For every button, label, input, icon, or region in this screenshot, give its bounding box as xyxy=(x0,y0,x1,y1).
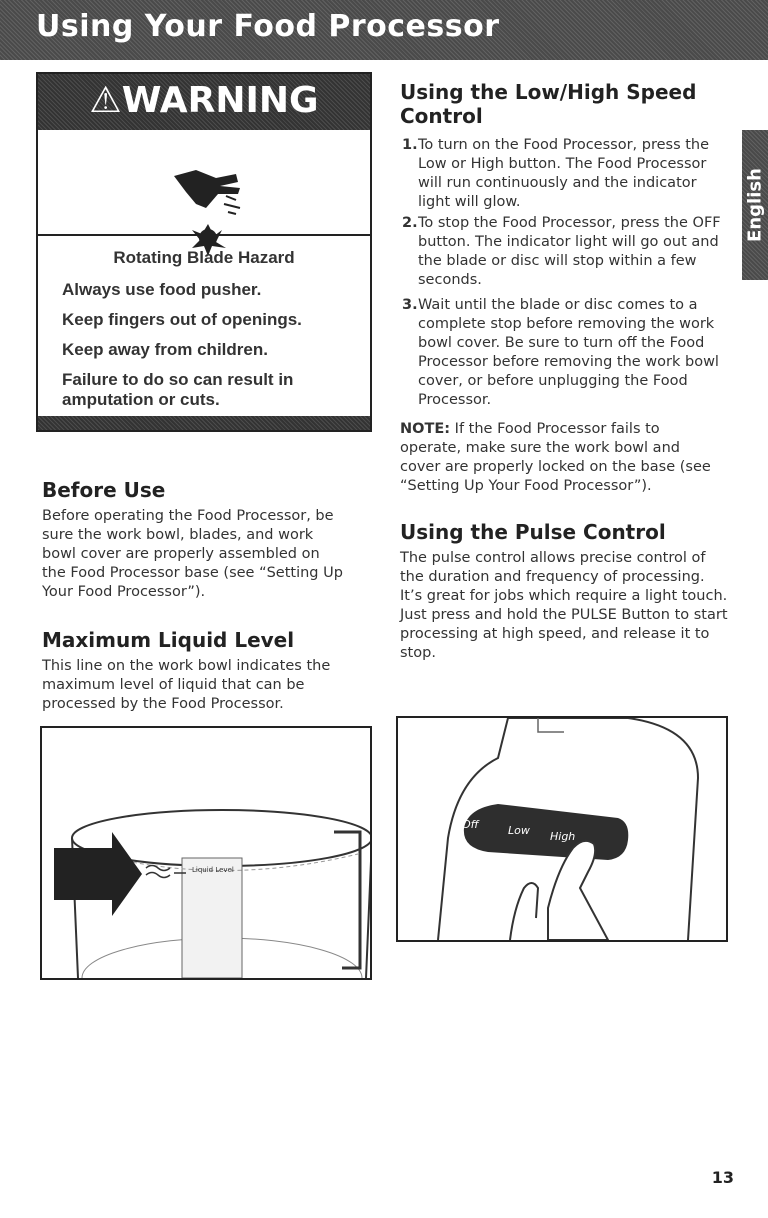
high-button: High xyxy=(550,830,576,843)
warning-heading: ⚠WARNING xyxy=(89,80,319,121)
speed-step-3 xyxy=(402,296,728,410)
page-number: 13 xyxy=(711,1168,734,1187)
warning-line-3: Keep away from children. xyxy=(62,340,268,359)
page-header xyxy=(0,0,768,60)
liquid-level-figure xyxy=(40,726,372,980)
speed-step-1 xyxy=(402,136,728,212)
warning-box xyxy=(36,72,372,432)
warning-footer xyxy=(38,416,370,430)
speed-step-1-number: 1. xyxy=(402,137,418,153)
speed-step-2-text: To stop the Food Processor, press the OFF button. The indicator light will go out and the blade or disc will stop within a few seconds. xyxy=(418,215,721,288)
pointer-arrow-icon xyxy=(54,832,142,916)
speed-step-2-number: 2. xyxy=(402,215,418,231)
warning-line-1: Always use food pusher. xyxy=(62,280,262,299)
warning-line-2: Keep fingers out of openings. xyxy=(62,310,302,329)
off-button: Off xyxy=(462,818,479,831)
control-panel-figure xyxy=(396,716,728,942)
language-tab xyxy=(742,130,768,280)
note-text: If the Food Processor fails to operate, make sure the work bowl and cover are properly locked on the base (see “Setting Up Your Food Processor”). xyxy=(400,421,711,494)
speed-step-3-text: Wait until the blade or disc comes to a complete stop before removing the work bowl cover. Be sure to turn off the Food Processor before removing the work bowl cover, or before unplugging the Food Processor. xyxy=(418,297,719,408)
control-panel-illustration xyxy=(398,718,726,940)
page-title: Using Your Food Processor xyxy=(36,9,500,44)
warning-divider xyxy=(38,234,370,236)
pulse-control-text: The pulse control allows precise control of the duration and frequency of processing. It’s great for jobs which require a light touch. Just press and hold the PULSE Button to start processing at high speed, and release it to stop. xyxy=(400,550,728,661)
hazard-title: Rotating Blade Hazard xyxy=(113,248,295,267)
note-label: NOTE: xyxy=(400,421,451,437)
before-use-heading: Before Use xyxy=(42,478,166,502)
pulse-control-heading: Using the Pulse Control xyxy=(400,520,666,544)
speed-step-3-number: 3. xyxy=(402,297,418,313)
work-bowl-illustration xyxy=(42,728,370,978)
max-liquid-text: This line on the work bowl indicates the maximum level of liquid that can be processed by the Food Processor. xyxy=(42,658,331,712)
max-liquid-heading: Maximum Liquid Level xyxy=(42,628,295,652)
low-button: Low xyxy=(508,824,530,837)
speed-step-1-text: To turn on the Food Processor, press the Low or High button. The Food Processor will run continuously and the indicator light will glow. xyxy=(418,137,710,210)
speed-control-heading: Using the Low/High Speed Control xyxy=(400,80,697,128)
before-use-text: Before operating the Food Processor, be sure the work bowl, blades, and work bowl cover are properly assembled on the Food Processor base (see “Setting Up Your Food Processor”). xyxy=(42,508,343,600)
speed-step-2 xyxy=(402,214,728,290)
warning-header xyxy=(38,74,370,130)
language-tab-label: English xyxy=(744,168,766,242)
speed-note xyxy=(400,420,720,496)
blade-hazard-icon xyxy=(166,134,246,294)
warning-line-4: Failure to do so can result in amputation or cuts. xyxy=(62,370,294,410)
liquid-level-label: Liquid Level xyxy=(192,866,234,874)
